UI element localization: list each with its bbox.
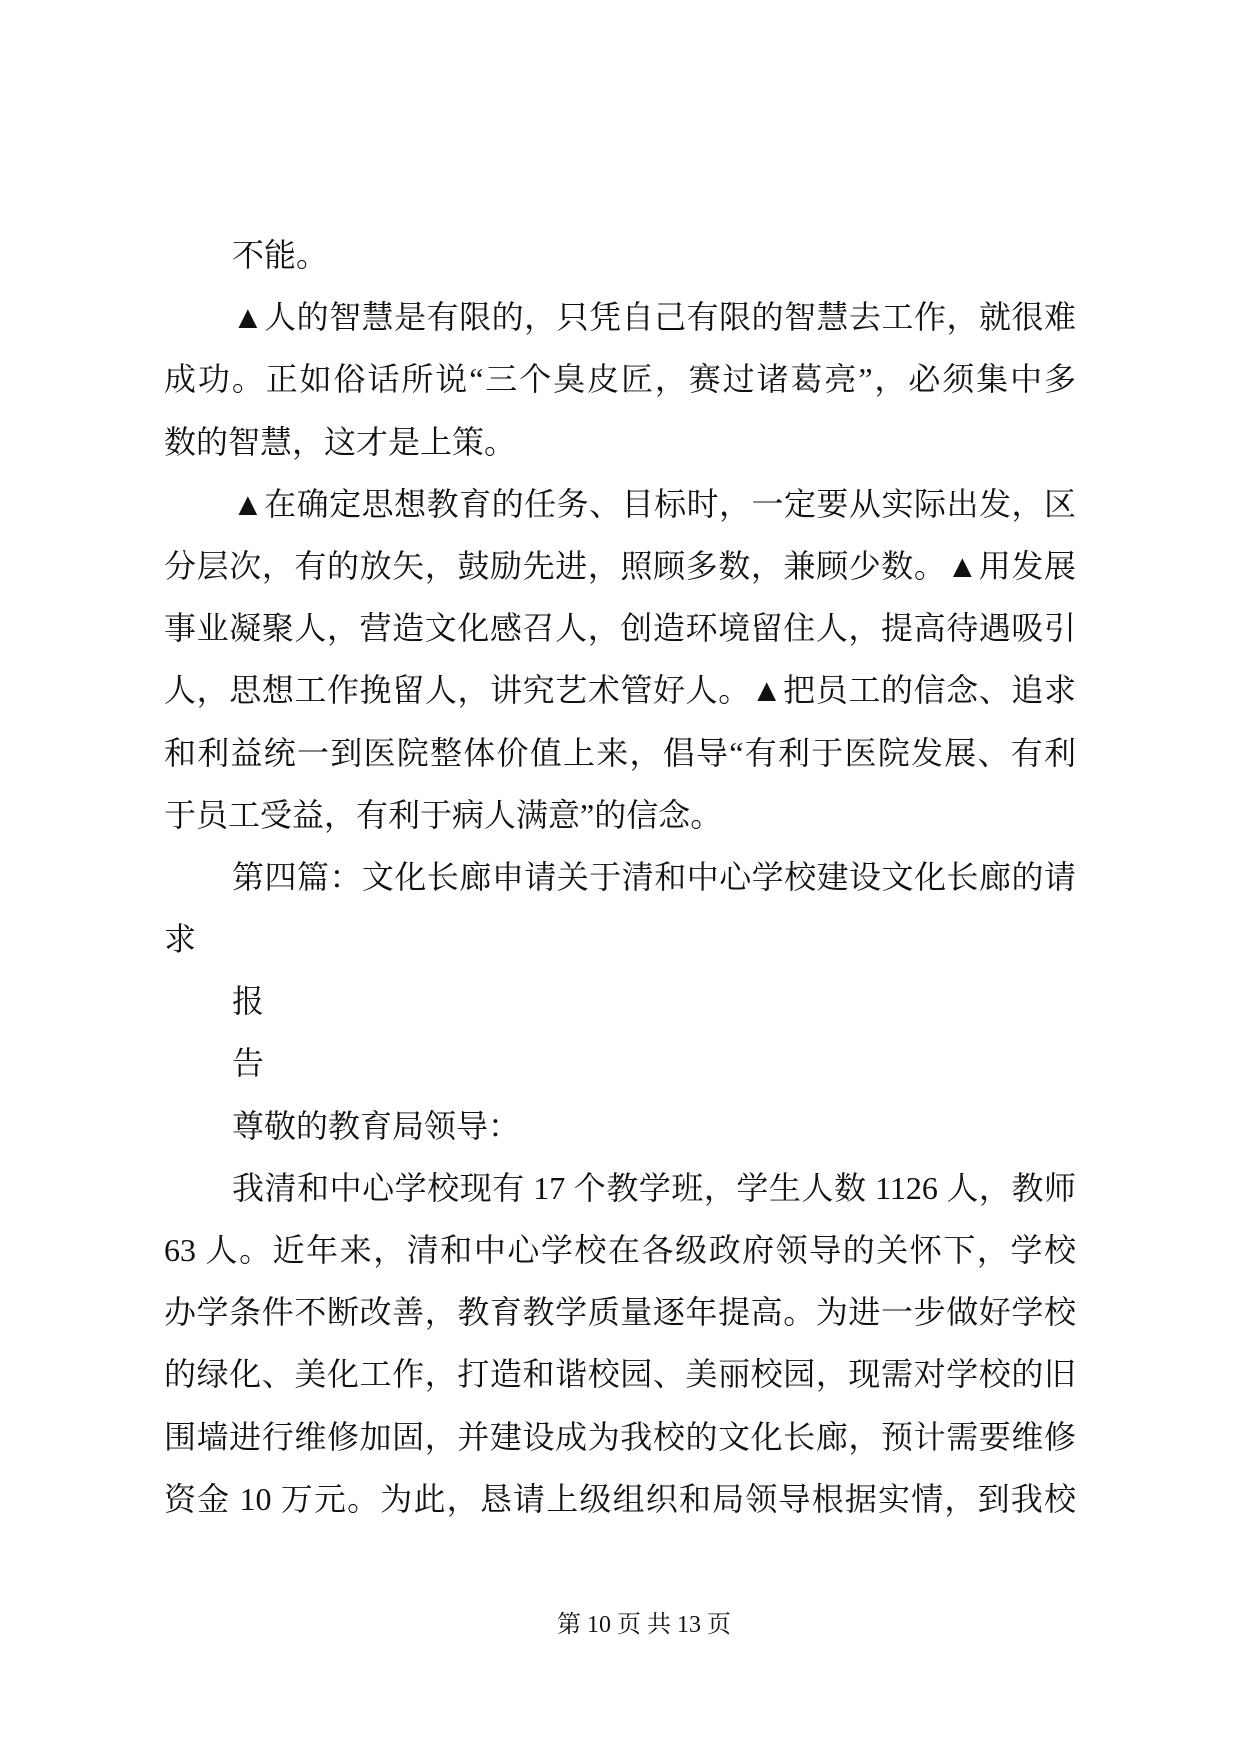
page-footer: 第 10 页 共 13 页 bbox=[557, 1612, 731, 1638]
text-line: 资金 10 万元。为此，恳请上级组织和局领导根据实情，到我校 bbox=[164, 1480, 1076, 1517]
text-line: ▲人的智慧是有限的，只凭自己有限的智慧去工作，就很难 bbox=[232, 299, 1076, 336]
paragraph bbox=[164, 970, 1076, 1032]
text-line: 告 bbox=[232, 1045, 265, 1082]
text-line: 人，思想工作挽留人，讲究艺术管好人。▲把员工的信念、追求 bbox=[164, 672, 1076, 709]
text-line: 围墙进行维修加固，并建设成为我校的文化长廊，预计需要维修 bbox=[164, 1418, 1076, 1455]
text-line: 63 人。近年来，清和中心学校在各级政府领导的关怀下，学校 bbox=[164, 1232, 1076, 1268]
text-line: 分层次，有的放矢，鼓励先进，照顾多数，兼顾少数。▲用发展 bbox=[164, 547, 1076, 584]
text-line: ▲在确定思想教育的任务、目标时，一定要从实际出发，区 bbox=[232, 485, 1076, 522]
paragraph bbox=[164, 224, 1076, 286]
salutation bbox=[164, 1095, 1076, 1157]
paragraph bbox=[164, 473, 1076, 846]
text-line: 尊敬的教育局领导： bbox=[232, 1107, 521, 1144]
section-heading bbox=[164, 846, 1076, 970]
text-line: 办学条件不断改善，教育教学质量逐年提高。为进一步做好学校 bbox=[164, 1294, 1076, 1331]
document-body bbox=[164, 224, 1076, 1530]
paragraph bbox=[164, 1157, 1076, 1530]
text-line: 报 bbox=[232, 983, 265, 1020]
text-line: 我清和中心学校现有 17 个教学班，学生人数 1126 人，教师 bbox=[232, 1169, 1076, 1206]
text-line: 第四篇：文化长廊申请关于清和中心学校建设文化长廊的请 bbox=[232, 858, 1076, 895]
text-line: 的绿化、美化工作，打造和谐校园、美丽校园，现需对学校的旧 bbox=[164, 1356, 1076, 1393]
text-line: 事业凝聚人，营造文化感召人，创造环境留住人，提高待遇吸引 bbox=[164, 610, 1076, 647]
text-line: 数的智慧，这才是上策。 bbox=[164, 423, 517, 460]
text-line: 不能。 bbox=[232, 237, 329, 273]
paragraph bbox=[164, 286, 1076, 473]
text-line: 成功。正如俗话所说“三个臭皮匠，赛过诸葛亮”，必须集中多 bbox=[164, 361, 1076, 398]
paragraph bbox=[164, 1032, 1076, 1094]
text-line: 和利益统一到医院整体价值上来，倡导“有利于医院发展、有利 bbox=[164, 734, 1076, 771]
text-line: 求 bbox=[164, 921, 197, 958]
text-line: 于员工受益，有利于病人满意”的信念。 bbox=[164, 796, 723, 833]
